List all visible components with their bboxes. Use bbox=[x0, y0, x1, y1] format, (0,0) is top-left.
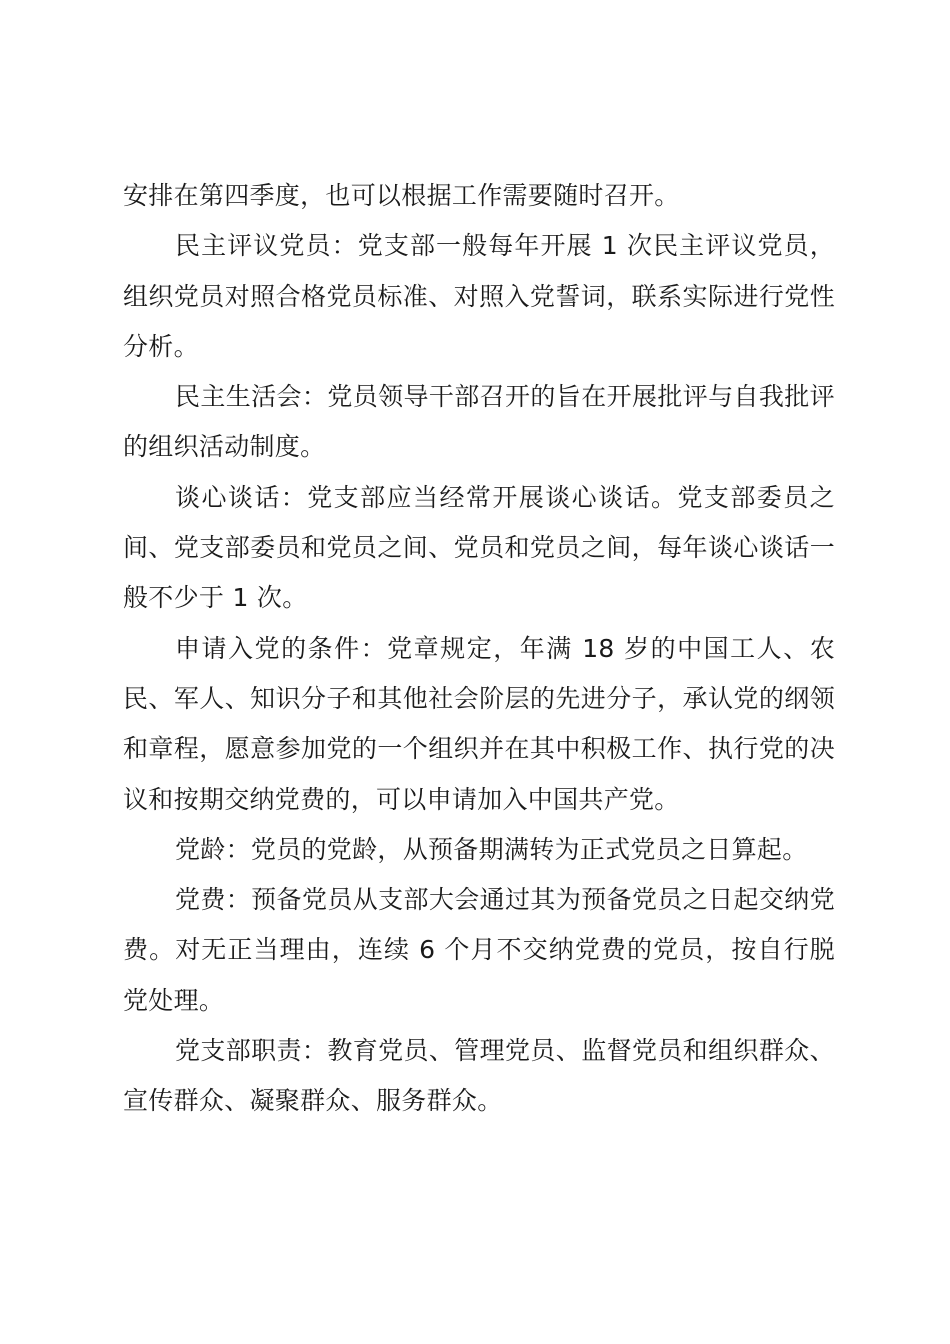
document-page bbox=[123, 171, 835, 1127]
paragraph-democratic-evaluation bbox=[123, 221, 835, 372]
paragraph-party-dues bbox=[123, 875, 835, 1026]
term-label: 党龄： bbox=[175, 834, 251, 864]
term-label: 党费： bbox=[175, 885, 252, 915]
paragraph-continuation bbox=[123, 171, 835, 221]
term-label: 民主评议党员： bbox=[175, 231, 358, 261]
paragraph-democratic-life-meeting bbox=[123, 372, 835, 473]
term-label: 申请入党的条件： bbox=[175, 633, 388, 663]
paragraph-text: 党支部一般每年开展 1 次民主评议党员，组织党员对照合格党员标准、对照入党誓词，联系实际进行党性分析。 bbox=[123, 231, 835, 361]
paragraph-membership-conditions bbox=[123, 624, 835, 825]
paragraph-text: 党章规定，年满 18 岁的中国工人、农民、军人、知识分子和其他社会阶层的先进分子，承认党的纲领和章程，愿意参加党的一个组织并在其中积极工作、执行党的决议和按期交纳党费的，可以申请加入中国共产党。 bbox=[123, 633, 836, 814]
paragraph-text: 教育党员、管理党员、监督党员和组织群众、宣传群众、凝聚群众、服务群众。 bbox=[123, 1036, 835, 1116]
paragraph-text: 党支部应当经常开展谈心谈话。党支部委员之间、党支部委员和党员之间、党员和党员之间，每年谈心谈话一般不少于 1 次。 bbox=[123, 482, 835, 613]
term-label: 谈心谈话： bbox=[175, 482, 308, 512]
paragraph-text: 安排在第四季度，也可以根据工作需要随时召开。 bbox=[123, 181, 680, 210]
paragraph-text: 党员的党龄，从预备期满转为正式党员之日算起。 bbox=[250, 834, 808, 864]
term-label: 党支部职责： bbox=[175, 1036, 328, 1066]
paragraph-party-standing bbox=[123, 825, 835, 875]
paragraph-branch-duties bbox=[123, 1026, 835, 1127]
paragraph-heart-to-heart-talk bbox=[123, 473, 835, 624]
term-label: 民主生活会： bbox=[175, 382, 328, 412]
paragraph-text: 党员领导干部召开的旨在开展批评与自我批评的组织活动制度。 bbox=[123, 382, 835, 462]
paragraph-text: 预备党员从支部大会通过其为预备党员之日起交纳党费。对无正当理由，连续 6 个月不交纳党费的党员，按自行脱党处理。 bbox=[123, 885, 835, 1015]
